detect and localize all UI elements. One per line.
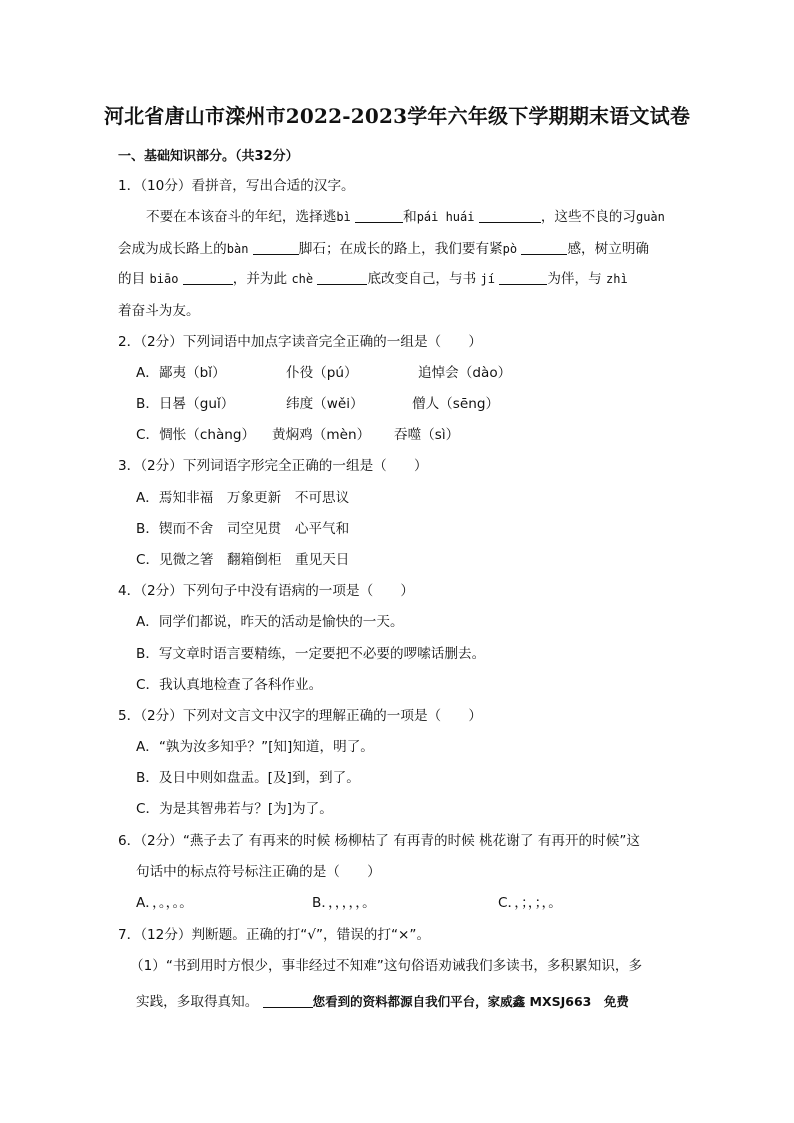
question-2-option-c xyxy=(136,426,459,444)
page-title: 河北省唐山市滦州市2022-2023学年六年级下学期期末语文试卷 xyxy=(103,104,691,128)
question-3-stem: 3．（2分）下列词语字形完全正确的一组是（ ） xyxy=(118,458,428,474)
pinyin: pò xyxy=(502,242,518,256)
text-segment: ，并为此 xyxy=(232,271,288,287)
text-segment: 底改变自己，与书 xyxy=(367,271,477,287)
option-part: 仆役（pú） xyxy=(286,365,358,381)
section-heading: 一、基础知识部分。（共32分） xyxy=(118,149,299,164)
option-part: 黄焖鸡（mèn） xyxy=(272,427,371,443)
text-segment: 脚石；在成长的路上，我们要有紧 xyxy=(298,241,503,257)
question-4-option-c: C．我认真地检查了各科作业。 xyxy=(136,677,323,693)
answer-blank[interactable] xyxy=(521,240,567,255)
question-1-line-1 xyxy=(146,208,665,226)
question-1-line-3 xyxy=(118,270,628,288)
question-7-statement-1: （1）“书到用时方恨少，事非经过不知难”这句俗语劝诫我们多读书，多积累知识，多 xyxy=(130,958,643,974)
question-1-stem: 1．（10分）看拼音，写出合适的汉字。 xyxy=(118,178,355,194)
text-segment: 实践，多取得真知。 xyxy=(136,994,259,1010)
question-4-option-b: B．写文章时语言要精练，一定要把不必要的啰嗦话删去。 xyxy=(136,646,486,662)
question-3-option-a: A．焉知非福 万象更新 不可思议 xyxy=(136,490,350,506)
option-part: 吞噬（sì） xyxy=(394,427,460,443)
question-2-stem: 2．（2分）下列词语中加点字读音完全正确的一组是（ ） xyxy=(118,334,482,350)
text-segment: 不要在本该奋斗的年纪，选择逃 xyxy=(146,209,337,225)
question-4-stem: 4．（2分）下列句子中没有语病的一项是（ ） xyxy=(118,583,414,599)
pinyin: pái huái xyxy=(416,210,475,224)
option-part: 追悼会（dào） xyxy=(418,365,512,381)
answer-blank[interactable] xyxy=(479,208,541,223)
question-6-option-a: A．，。，。。 xyxy=(136,895,193,911)
promo-watermark-text: 您看到的资料都源自我们平台，家威鑫 MXSJ663 免费 xyxy=(312,994,629,1009)
question-6-stem-line-2: 句话中的标点符号标注正确的是（ ） xyxy=(136,864,381,880)
question-7-stem: 7．（12分）判断题。正确的打“√”，错误的打“×”。 xyxy=(118,927,431,943)
answer-blank[interactable] xyxy=(263,993,313,1008)
question-1-line-2 xyxy=(118,240,649,258)
option-part: 纬度（wěi） xyxy=(286,396,364,412)
pinyin: zhì xyxy=(606,272,628,286)
answer-blank[interactable] xyxy=(317,270,367,285)
question-5-option-a: A．“孰为汝多知乎？”[知]知道，明了。 xyxy=(136,739,374,755)
question-6-option-c: C．，；，；，。 xyxy=(498,895,562,911)
answer-blank[interactable] xyxy=(253,240,299,255)
question-6-option-b: B．，，，，，。 xyxy=(312,895,376,911)
question-6-options xyxy=(136,894,562,912)
question-5-option-b: B．及日中则如盘盂。[及]到，到了。 xyxy=(136,770,360,786)
option-part: 僧人（sēng） xyxy=(412,396,500,412)
question-1-line-4: 着奋斗为友。 xyxy=(118,303,200,319)
text-segment: ，这些不良的习 xyxy=(540,209,636,225)
text-segment: 感，树立明确 xyxy=(567,241,650,257)
question-7-statement-1-cont xyxy=(136,993,629,1011)
option-part: A．鄙夷（bǐ） xyxy=(136,365,226,381)
question-2-option-b xyxy=(136,395,499,413)
text-segment: 会成为成长路上的 xyxy=(118,241,227,257)
question-3-option-c: C．见微之箸 翻箱倒柜 重见天日 xyxy=(136,552,350,568)
answer-blank[interactable] xyxy=(183,270,233,285)
pinyin: jí xyxy=(480,272,495,286)
text-segment: 为伴，与 xyxy=(547,271,602,287)
answer-blank[interactable] xyxy=(499,270,547,285)
pinyin: bì xyxy=(336,210,351,224)
question-2-option-a xyxy=(136,364,511,382)
pinyin: biāo xyxy=(149,272,179,286)
text-segment: 的目 xyxy=(118,271,146,287)
question-6-stem-line-1: 6．（2分）“燕子去了 有再来的时候 杨柳枯了 有再青的时候 桃花谢了 有再开的时候”这 xyxy=(118,833,640,849)
question-4-option-a: A．同学们都说，昨天的活动是愉快的一天。 xyxy=(136,614,404,630)
question-5-option-c: C．为是其智弗若与？[为]为了。 xyxy=(136,801,333,817)
pinyin: bàn xyxy=(226,242,249,256)
answer-blank[interactable] xyxy=(355,208,403,223)
option-part: C．惆怅（chàng） xyxy=(136,427,256,443)
question-3-option-b: B．锲而不舍 司空见贯 心平气和 xyxy=(136,521,350,537)
option-part: B．日晷（guǐ） xyxy=(136,396,235,412)
text-segment: 和 xyxy=(403,209,417,225)
question-5-stem: 5．（2分）下列对文言文中汉字的理解正确的一项是（ ） xyxy=(118,708,482,724)
pinyin: chè xyxy=(291,272,314,286)
pinyin: guàn xyxy=(635,210,665,224)
